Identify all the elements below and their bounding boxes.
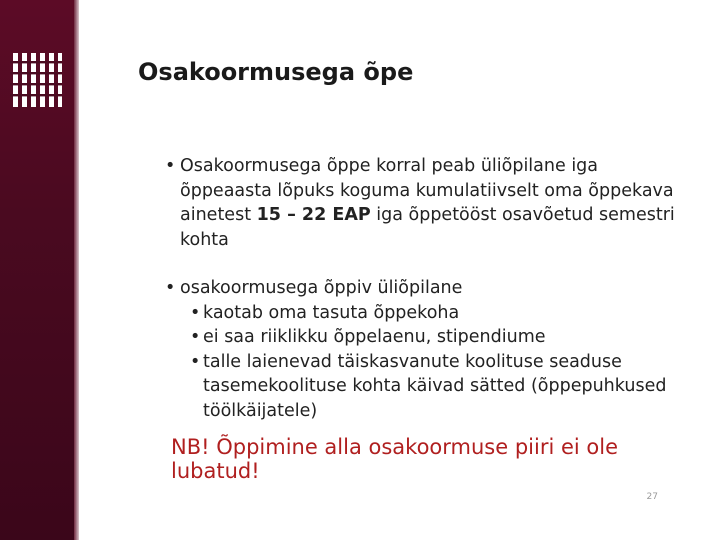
sub-bullet-text: talle laienevad täiskasvanute koolituse seaduse tasemekoolituse kohta käivad sätted (õppepuhkused töölkäijatele) [203, 351, 667, 421]
sub-bullet-text: kaotab oma tasuta õppekoha [203, 302, 460, 323]
bullet-emphasis: 15 – 22 EAP [256, 205, 371, 225]
warning-note: NB! Õppimine alla osakoormuse piiri ei ole lubatud! [171, 435, 619, 483]
bullet-marker: • [190, 327, 201, 347]
bullet-part-time-student [165, 276, 675, 301]
bullet-credit-requirement [165, 154, 675, 252]
bullet-marker: • [165, 278, 176, 298]
sidebar-edge [74, 0, 79, 540]
bullet-text-after: iga õppetööst osavõetud semestri kohta [180, 205, 675, 250]
page-number: 27 [646, 492, 658, 502]
sub-bullet-item [165, 325, 675, 350]
sub-bullet-item [165, 350, 675, 424]
sub-bullet-text: ei saa riiklikku õppelaenu, stipendiume [203, 327, 546, 347]
slide-content [165, 154, 675, 483]
bullet-marker: • [190, 351, 201, 372]
sub-bullet-item [165, 301, 675, 326]
slide-title: Osakoormusega õpe [138, 58, 414, 86]
university-logo-icon [10, 52, 62, 108]
bullet-marker: • [165, 156, 176, 176]
bullet-marker: • [190, 302, 201, 323]
bullet-text-before: Osakoormusega õppe korral peab üliõpilane iga õppeaasta lõpuks koguma kumulatiivselt oma õppekava ainetest [180, 156, 674, 225]
bullet-text: osakoormusega õppiv üliõpilane [180, 278, 463, 298]
